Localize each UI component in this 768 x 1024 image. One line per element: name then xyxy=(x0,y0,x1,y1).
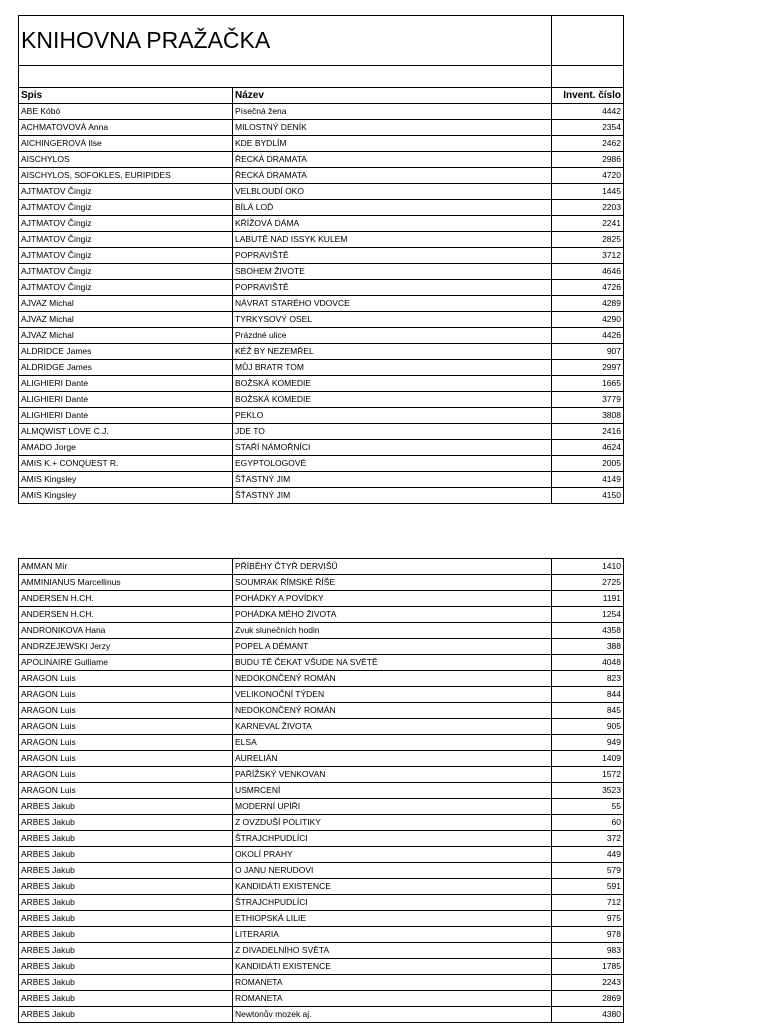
inventory-number-cell: 4289 xyxy=(552,296,624,312)
author-cell: AJTMATOV Čingiz xyxy=(19,280,233,296)
table-row xyxy=(19,719,624,735)
author-cell: ARBES Jakub xyxy=(19,943,233,959)
title-cell-value: ŠTRAJCHPUDLÍCI xyxy=(233,831,552,847)
inventory-number-cell: 2869 xyxy=(552,991,624,1007)
inventory-number-cell: 907 xyxy=(552,344,624,360)
title-cell-value: VELBLOUDÍ OKO xyxy=(233,184,552,200)
title-cell-value: Z DIVADELNÍHO SVĚTA xyxy=(233,943,552,959)
table-row xyxy=(19,815,624,831)
inventory-number-cell: 2462 xyxy=(552,136,624,152)
title-cell-value: ROMANETA xyxy=(233,975,552,991)
author-cell: ARBES Jakub xyxy=(19,863,233,879)
author-cell: ALMQWIST LOVE C.J. xyxy=(19,424,233,440)
table-row xyxy=(19,296,624,312)
author-cell: ARBES Jakub xyxy=(19,847,233,863)
table-row xyxy=(19,783,624,799)
title-cell-value: KANDIDÁTI EXISTENCE xyxy=(233,959,552,975)
inventory-number-cell: 4290 xyxy=(552,312,624,328)
inventory-number-cell: 2243 xyxy=(552,975,624,991)
table-row xyxy=(19,879,624,895)
page-title: KNIHOVNA PRAŽAČKA xyxy=(19,16,552,66)
inventory-number-cell: 1665 xyxy=(552,376,624,392)
title-cell-value: ŘECKÁ DRAMATA xyxy=(233,152,552,168)
author-cell: AMMAN Mír xyxy=(19,559,233,575)
author-cell: ARBES Jakub xyxy=(19,927,233,943)
table-row xyxy=(19,104,624,120)
blank-row-cell xyxy=(19,66,552,88)
table-row xyxy=(19,735,624,751)
catalog-table-top xyxy=(18,15,624,504)
title-cell-value: PEKLO xyxy=(233,408,552,424)
author-cell: AJTMATOV Čingiz xyxy=(19,248,233,264)
title-cell-value: KARNEVAL ŽIVOTA xyxy=(233,719,552,735)
title-cell-value: JDE TO xyxy=(233,424,552,440)
title-cell-value: USMRCENÍ xyxy=(233,783,552,799)
table-row xyxy=(19,360,624,376)
inventory-number-cell: 983 xyxy=(552,943,624,959)
table-row xyxy=(19,248,624,264)
title-cell-value: KŘÍŽOVÁ DÁMA xyxy=(233,216,552,232)
inventory-number-cell: 2203 xyxy=(552,200,624,216)
title-cell-value: POHÁDKA MÉHO ŽIVOTA xyxy=(233,607,552,623)
title-cell-value: POPRAVIŠTĚ xyxy=(233,248,552,264)
title-cell-value: ŠTRAJCHPUDLÍCI xyxy=(233,895,552,911)
author-cell: ALDRIDCE James xyxy=(19,344,233,360)
title-cell-value: NEDOKONČENÝ ROMÁN xyxy=(233,671,552,687)
inventory-number-cell: 55 xyxy=(552,799,624,815)
author-cell: ALIGHIERI Dante xyxy=(19,376,233,392)
title-cell-value: SBOHEM ŽIVOTE xyxy=(233,264,552,280)
author-cell: AISCHYLOS xyxy=(19,152,233,168)
inventory-number-cell: 60 xyxy=(552,815,624,831)
table-row xyxy=(19,216,624,232)
inventory-number-cell: 449 xyxy=(552,847,624,863)
author-cell: ANDERSEN H.CH. xyxy=(19,591,233,607)
author-cell: ARAGON Luis xyxy=(19,703,233,719)
table-row xyxy=(19,344,624,360)
inventory-number-cell: 1254 xyxy=(552,607,624,623)
title-cell-value: PAŘÍŽSKÝ VENKOVAN xyxy=(233,767,552,783)
author-cell: APOLINAIRE Gulliame xyxy=(19,655,233,671)
inventory-number-cell: 388 xyxy=(552,639,624,655)
header-row xyxy=(19,88,624,104)
title-cell-value: MŮJ BRATR TOM xyxy=(233,360,552,376)
table-row xyxy=(19,655,624,671)
title-cell-value: MILOSTNÝ DENÍK xyxy=(233,120,552,136)
inventory-number-cell: 3779 xyxy=(552,392,624,408)
inventory-number-cell: 4646 xyxy=(552,264,624,280)
author-cell: ABE Kóbó xyxy=(19,104,233,120)
inventory-number-cell: 2354 xyxy=(552,120,624,136)
table-row xyxy=(19,959,624,975)
title-cell-value: OKOLÍ PRAHY xyxy=(233,847,552,863)
table-row xyxy=(19,623,624,639)
inventory-number-cell: 1785 xyxy=(552,959,624,975)
title-cell-value: Newtonův mozek aj. xyxy=(233,1007,552,1023)
table-row xyxy=(19,424,624,440)
table-row xyxy=(19,200,624,216)
title-cell-value: Písečná žena xyxy=(233,104,552,120)
table-row xyxy=(19,975,624,991)
author-cell: ARAGON Luis xyxy=(19,767,233,783)
title-cell-value: ETHIOPSKÁ LILIE xyxy=(233,911,552,927)
header-author: Spis xyxy=(19,88,233,104)
author-cell: ALIGHIERI Dante xyxy=(19,392,233,408)
header-inventory-number: Invent. číslo xyxy=(552,88,624,104)
title-cell-value: Z OVZDUŠÍ POLITIKY xyxy=(233,815,552,831)
table-row xyxy=(19,831,624,847)
table-row xyxy=(19,847,624,863)
title-cell-value: ŠŤASTNÝ JIM xyxy=(233,488,552,504)
table-row xyxy=(19,264,624,280)
inventory-number-cell: 3808 xyxy=(552,408,624,424)
inventory-number-cell: 2725 xyxy=(552,575,624,591)
author-cell: ARAGON Luis xyxy=(19,735,233,751)
author-cell: ARAGON Luis xyxy=(19,671,233,687)
title-cell-value: ŠŤASTNÝ JIM xyxy=(233,472,552,488)
inventory-number-cell: 4149 xyxy=(552,472,624,488)
title-cell-value: TYRKYSOVÝ OSEL xyxy=(233,312,552,328)
title-cell-value: POPEL A DÉMANT xyxy=(233,639,552,655)
table-row xyxy=(19,1007,624,1023)
table-row xyxy=(19,232,624,248)
inventory-number-cell: 1572 xyxy=(552,767,624,783)
author-cell: AMIS K.+ CONQUEST R. xyxy=(19,456,233,472)
inventory-number-cell: 4442 xyxy=(552,104,624,120)
title-cell-value: Prázdné ulice xyxy=(233,328,552,344)
table-row xyxy=(19,607,624,623)
table-row xyxy=(19,408,624,424)
inventory-number-cell: 4726 xyxy=(552,280,624,296)
inventory-number-cell: 4426 xyxy=(552,328,624,344)
table-row xyxy=(19,591,624,607)
author-cell: AJVAZ Michal xyxy=(19,328,233,344)
author-cell: AMIS Kingsley xyxy=(19,488,233,504)
author-cell: ANDRZEJEWSKI Jerzy xyxy=(19,639,233,655)
author-cell: AMMINIANUS Marcellinus xyxy=(19,575,233,591)
inventory-number-cell: 1445 xyxy=(552,184,624,200)
title-cell-value: O JANU NERUDOVI xyxy=(233,863,552,879)
title-cell-value: POHÁDKY A POVÍDKY xyxy=(233,591,552,607)
inventory-number-cell: 1191 xyxy=(552,591,624,607)
author-cell: ARAGON Luis xyxy=(19,687,233,703)
table-row xyxy=(19,120,624,136)
table-row xyxy=(19,927,624,943)
title-cell-value: KDE BYDLÍM xyxy=(233,136,552,152)
table-row xyxy=(19,911,624,927)
inventory-number-cell: 2241 xyxy=(552,216,624,232)
title-cell-value: SOUMRAK ŘÍMSKÉ ŘÍŠE xyxy=(233,575,552,591)
author-cell: ARBES Jakub xyxy=(19,895,233,911)
inventory-number-cell: 4358 xyxy=(552,623,624,639)
inventory-number-cell: 4048 xyxy=(552,655,624,671)
title-cell-value: NÁVRAT STARÉHO VDOVCE xyxy=(233,296,552,312)
inventory-number-cell: 823 xyxy=(552,671,624,687)
author-cell: ARAGON Luis xyxy=(19,783,233,799)
table-row xyxy=(19,136,624,152)
header-name: Název xyxy=(233,88,552,104)
author-cell: AJTMATOV Čingiz xyxy=(19,216,233,232)
table-row xyxy=(19,456,624,472)
author-cell: AISCHYLOS, SOFOKLES, EURIPIDES xyxy=(19,168,233,184)
table-row xyxy=(19,472,624,488)
inventory-number-cell: 2005 xyxy=(552,456,624,472)
inventory-number-cell: 975 xyxy=(552,911,624,927)
inventory-number-cell: 978 xyxy=(552,927,624,943)
table-row xyxy=(19,991,624,1007)
author-cell: ARBES Jakub xyxy=(19,991,233,1007)
title-cell-value: EGYPTOLOGOVÉ xyxy=(233,456,552,472)
table-row xyxy=(19,392,624,408)
title-cell-value: ROMANETA xyxy=(233,991,552,1007)
title-cell-value: LABUTĚ NAD ISSYK KULEM xyxy=(233,232,552,248)
author-cell: ARBES Jakub xyxy=(19,975,233,991)
author-cell: AJTMATOV Čingiz xyxy=(19,184,233,200)
author-cell: ARBES Jakub xyxy=(19,1007,233,1023)
table-row xyxy=(19,280,624,296)
table-row xyxy=(19,751,624,767)
title-cell-value: POPRAVIŠTĚ xyxy=(233,280,552,296)
author-cell: ARBES Jakub xyxy=(19,799,233,815)
author-cell: AJVAZ Michal xyxy=(19,312,233,328)
author-cell: ARBES Jakub xyxy=(19,959,233,975)
title-cell-value: BOŽSKÁ KOMEDIE xyxy=(233,376,552,392)
table-row xyxy=(19,799,624,815)
author-cell: ALDRIDGE James xyxy=(19,360,233,376)
inventory-number-cell: 1410 xyxy=(552,559,624,575)
title-cell-value: PŘÍBĚHY ČTYŘ DERVIŠŮ xyxy=(233,559,552,575)
table-row xyxy=(19,575,624,591)
title-cell-value: VELIKONOČNÍ TÝDEN xyxy=(233,687,552,703)
author-cell: AJVAZ Michal xyxy=(19,296,233,312)
table-row xyxy=(19,152,624,168)
title-cell-value: AURELIÁN xyxy=(233,751,552,767)
author-cell: ANDERSEN H.CH. xyxy=(19,607,233,623)
table-row xyxy=(19,703,624,719)
blank-row-cell xyxy=(552,66,624,88)
author-cell: ARAGON Luis xyxy=(19,719,233,735)
author-cell: ARAGON Luis xyxy=(19,751,233,767)
author-cell: ANDRONIKOVA Hana xyxy=(19,623,233,639)
table-row xyxy=(19,312,624,328)
inventory-number-cell: 4624 xyxy=(552,440,624,456)
title-cell-value: BÍLÁ LOĎ xyxy=(233,200,552,216)
inventory-number-cell: 579 xyxy=(552,863,624,879)
table-row xyxy=(19,639,624,655)
author-cell: AJTMATOV Čingiz xyxy=(19,232,233,248)
table-row xyxy=(19,767,624,783)
title-cell-value: NEDOKONČENÝ ROMÁN xyxy=(233,703,552,719)
table-row xyxy=(19,943,624,959)
author-cell: ALIGHIERI Dante xyxy=(19,408,233,424)
title-cell-value: LITERARIA xyxy=(233,927,552,943)
title-cell-value: BOŽSKÁ KOMEDIE xyxy=(233,392,552,408)
inventory-number-cell: 845 xyxy=(552,703,624,719)
inventory-number-cell: 712 xyxy=(552,895,624,911)
title-cell-value: Zvuk slunečních hodin xyxy=(233,623,552,639)
inventory-number-cell: 4150 xyxy=(552,488,624,504)
table-row xyxy=(19,168,624,184)
title-cell-value: MODERNÍ UPÍŘI xyxy=(233,799,552,815)
author-cell: AMIS Kingsley xyxy=(19,472,233,488)
title-cell-value: BUDU TĚ ČEKAT VŠUDE NA SVĚTĚ xyxy=(233,655,552,671)
inventory-number-cell: 372 xyxy=(552,831,624,847)
inventory-number-cell: 3712 xyxy=(552,248,624,264)
author-cell: AICHINGEROVÁ Ilse xyxy=(19,136,233,152)
table-row xyxy=(19,376,624,392)
title-cell-value: ŘECKÁ DRAMATA xyxy=(233,168,552,184)
title-cell-value: KÉŽ BY NEZEMŘEL xyxy=(233,344,552,360)
title-cell-value: KANDIDÁTI EXISTENCE xyxy=(233,879,552,895)
table-row xyxy=(19,488,624,504)
author-cell: AJTMATOV Čingiz xyxy=(19,200,233,216)
inventory-number-cell: 949 xyxy=(552,735,624,751)
author-cell: ARBES Jakub xyxy=(19,911,233,927)
author-cell: AJTMATOV Čingiz xyxy=(19,264,233,280)
table-row xyxy=(19,559,624,575)
author-cell: ARBES Jakub xyxy=(19,815,233,831)
inventory-number-cell: 2825 xyxy=(552,232,624,248)
inventory-number-cell: 844 xyxy=(552,687,624,703)
table-row xyxy=(19,184,624,200)
inventory-number-cell: 2997 xyxy=(552,360,624,376)
author-cell: ARBES Jakub xyxy=(19,831,233,847)
title-empty-cell xyxy=(552,16,624,66)
author-cell: ACHMATOVOVÁ Anna xyxy=(19,120,233,136)
inventory-number-cell: 4720 xyxy=(552,168,624,184)
table-row xyxy=(19,863,624,879)
inventory-number-cell: 905 xyxy=(552,719,624,735)
table-row xyxy=(19,671,624,687)
table-row xyxy=(19,440,624,456)
inventory-number-cell: 591 xyxy=(552,879,624,895)
inventory-number-cell: 2986 xyxy=(552,152,624,168)
inventory-number-cell: 3523 xyxy=(552,783,624,799)
table-row xyxy=(19,328,624,344)
inventory-number-cell: 2416 xyxy=(552,424,624,440)
table-row xyxy=(19,895,624,911)
title-cell-value: STAŘÍ NÁMOŘNÍCI xyxy=(233,440,552,456)
inventory-number-cell: 4380 xyxy=(552,1007,624,1023)
author-cell: AMADO Jorge xyxy=(19,440,233,456)
table-row xyxy=(19,687,624,703)
author-cell: ARBES Jakub xyxy=(19,879,233,895)
inventory-number-cell: 1409 xyxy=(552,751,624,767)
catalog-table-bottom xyxy=(18,558,624,1023)
title-cell-value: ELSA xyxy=(233,735,552,751)
